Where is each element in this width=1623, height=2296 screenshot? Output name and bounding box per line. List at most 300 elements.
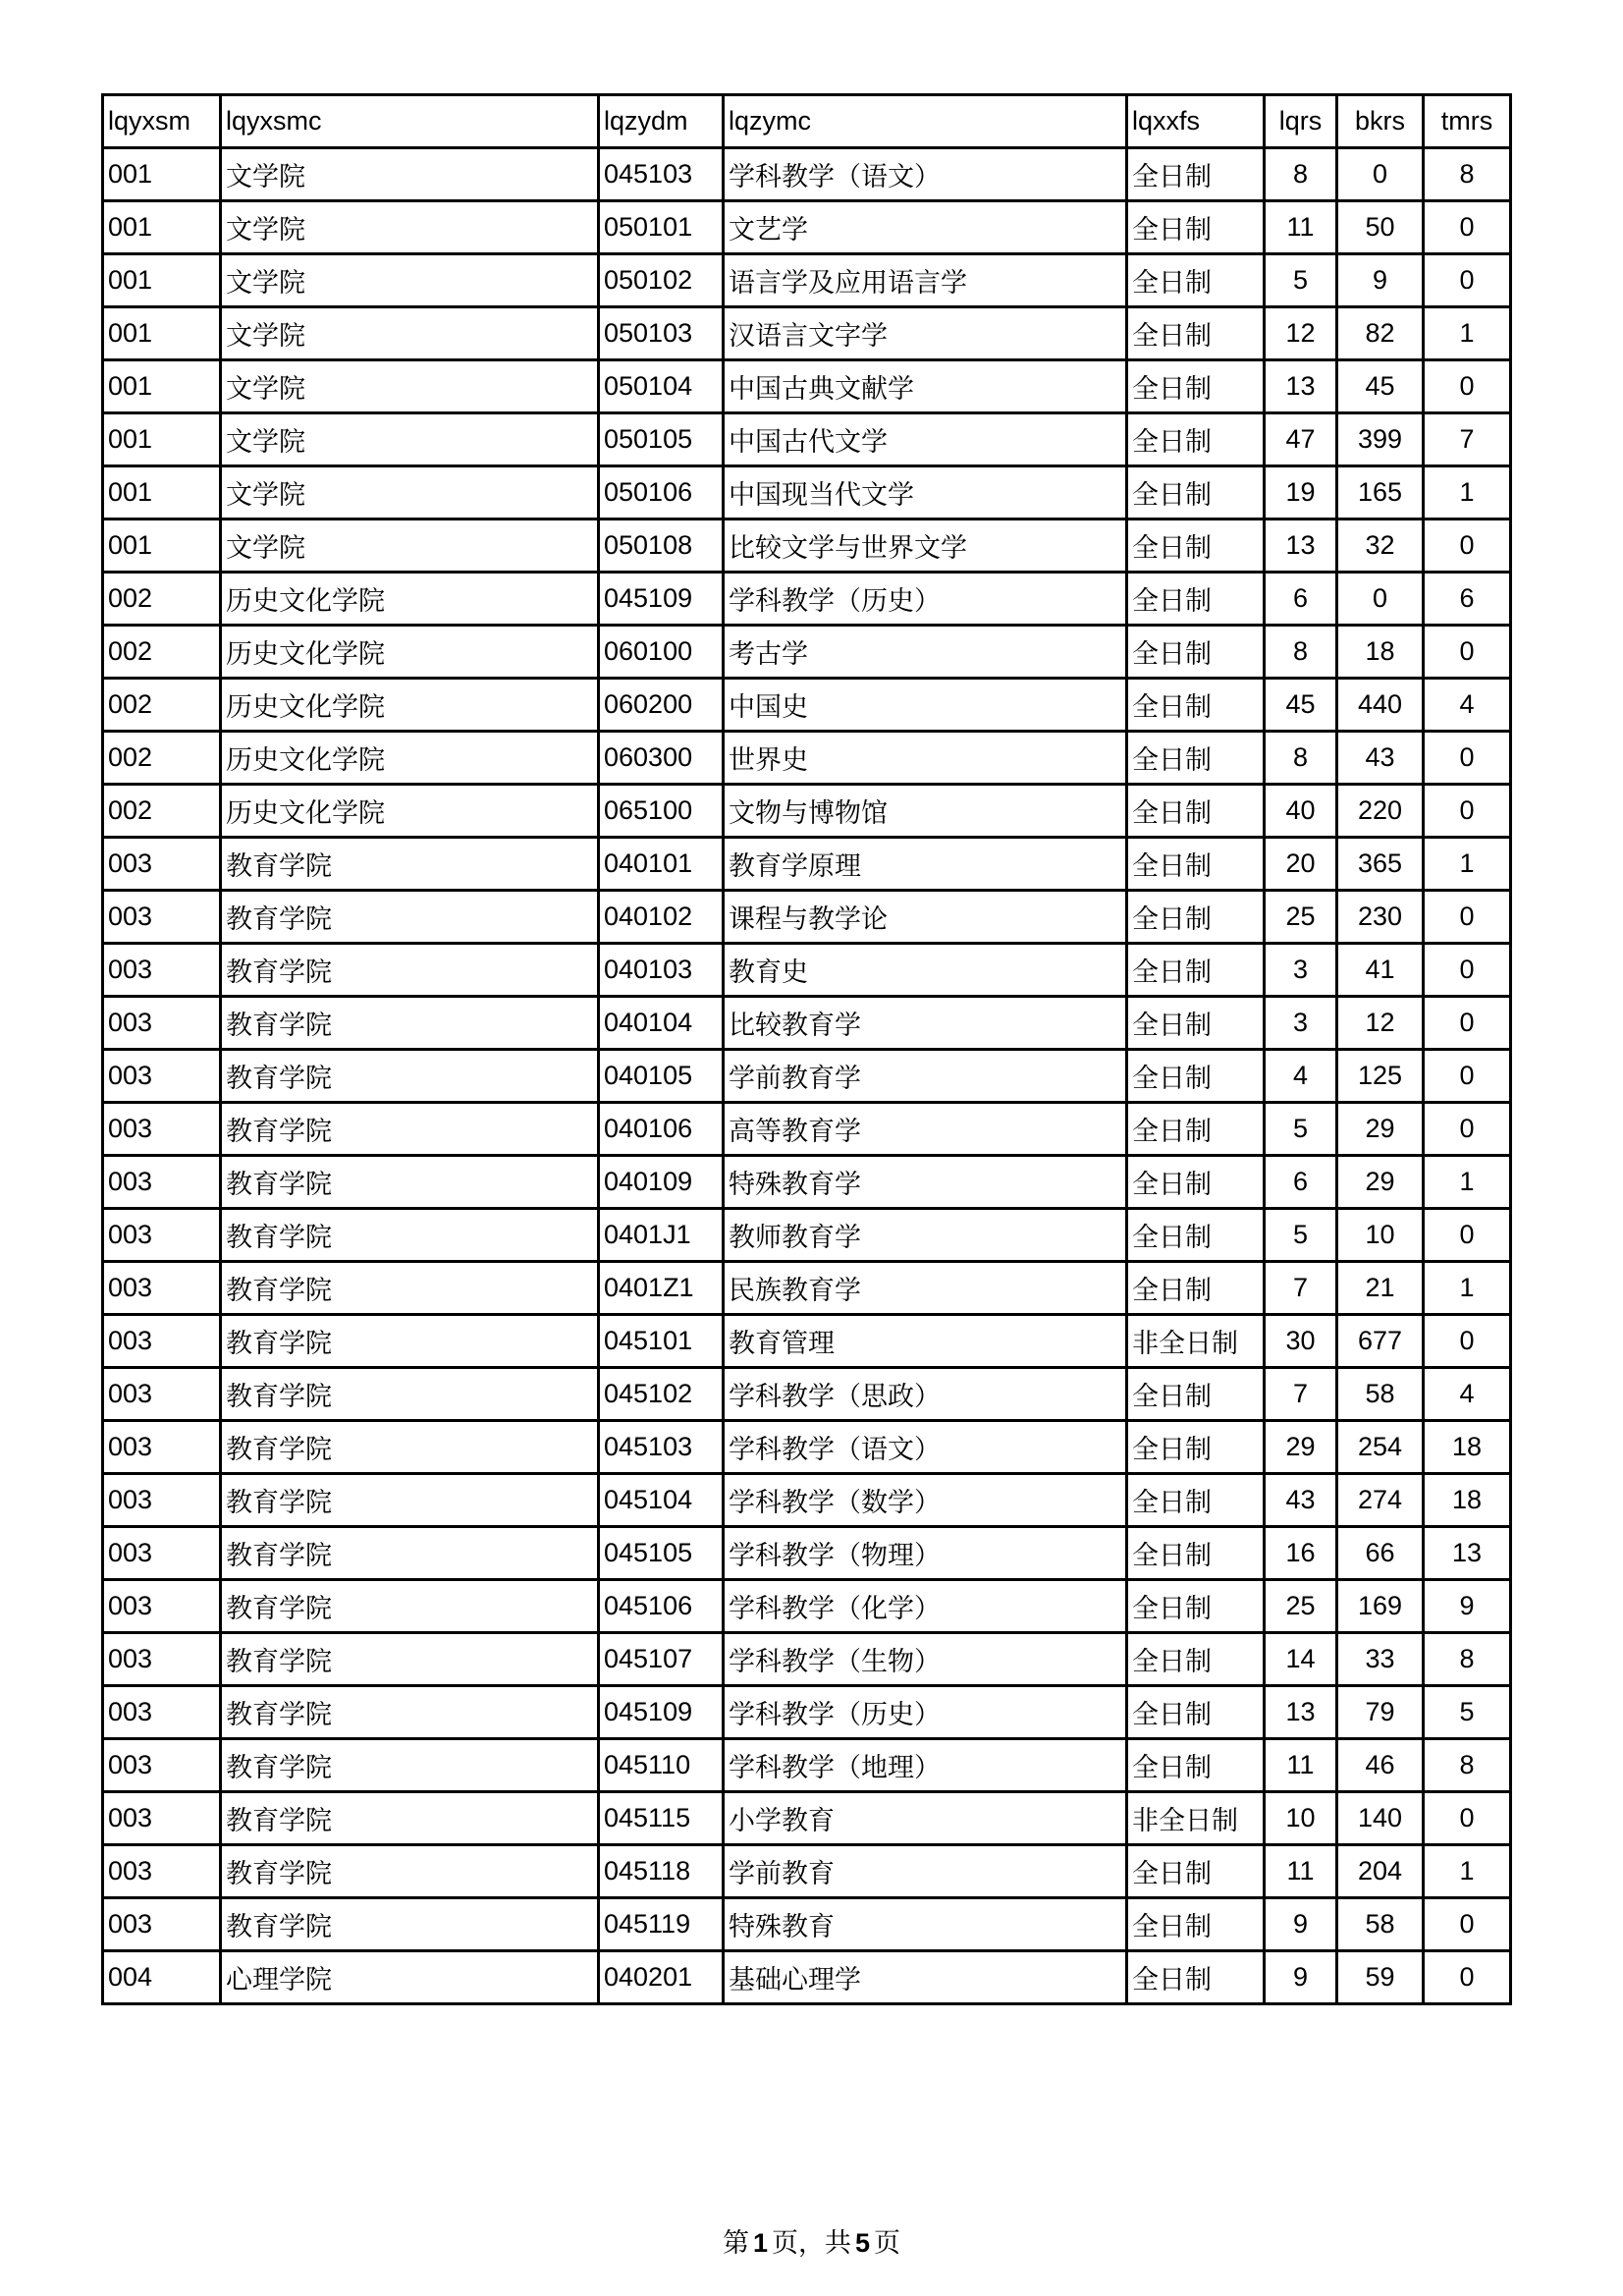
- cell-study-mode: 全日制: [1127, 148, 1265, 201]
- cell-study-mode: 全日制: [1127, 1262, 1265, 1315]
- footer-total-pages: 5: [855, 2228, 871, 2258]
- cell-major-name: 课程与教学论: [724, 891, 1127, 944]
- table-row: [103, 413, 1511, 466]
- cell-major-name: 特殊教育学: [724, 1156, 1127, 1209]
- cell-adjusted-count: 0: [1424, 944, 1511, 997]
- footer-prefix: 第: [722, 2228, 749, 2258]
- table-row: [103, 1262, 1511, 1315]
- cell-admitted-count: 19: [1265, 466, 1337, 519]
- cell-applicant-count: 41: [1337, 944, 1424, 997]
- cell-admitted-count: 6: [1265, 1156, 1337, 1209]
- cell-applicant-count: 45: [1337, 360, 1424, 413]
- cell-adjusted-count: 1: [1424, 1262, 1511, 1315]
- cell-applicant-count: 399: [1337, 413, 1424, 466]
- cell-study-mode: 全日制: [1127, 838, 1265, 891]
- cell-admitted-count: 9: [1265, 1951, 1337, 2004]
- cell-major-name: 学科教学（化学）: [724, 1580, 1127, 1633]
- table-row: [103, 1421, 1511, 1474]
- cell-admitted-count: 4: [1265, 1050, 1337, 1103]
- cell-college-name: 教育学院: [221, 997, 599, 1050]
- cell-major-code: 040103: [599, 944, 724, 997]
- cell-college-name: 历史文化学院: [221, 785, 599, 838]
- cell-study-mode: 全日制: [1127, 254, 1265, 307]
- cell-adjusted-count: 5: [1424, 1686, 1511, 1739]
- cell-study-mode: 全日制: [1127, 1474, 1265, 1527]
- cell-college-code: 003: [103, 944, 221, 997]
- cell-college-name: 教育学院: [221, 1103, 599, 1156]
- cell-admitted-count: 25: [1265, 1580, 1337, 1633]
- cell-major-name: 民族教育学: [724, 1262, 1127, 1315]
- cell-admitted-count: 3: [1265, 944, 1337, 997]
- cell-major-name: 教育史: [724, 944, 1127, 997]
- cell-major-code: 050105: [599, 413, 724, 466]
- cell-major-name: 世界史: [724, 732, 1127, 785]
- table-row: [103, 360, 1511, 413]
- cell-major-name: 中国现当代文学: [724, 466, 1127, 519]
- cell-college-name: 教育学院: [221, 1633, 599, 1686]
- cell-adjusted-count: 0: [1424, 1951, 1511, 2004]
- cell-applicant-count: 165: [1337, 466, 1424, 519]
- cell-adjusted-count: 18: [1424, 1474, 1511, 1527]
- cell-major-name: 高等教育学: [724, 1103, 1127, 1156]
- cell-study-mode: 全日制: [1127, 732, 1265, 785]
- cell-applicant-count: 677: [1337, 1315, 1424, 1368]
- table-header-row: [103, 95, 1511, 148]
- table-row: [103, 785, 1511, 838]
- cell-college-code: 002: [103, 785, 221, 838]
- cell-college-code: 003: [103, 1686, 221, 1739]
- cell-study-mode: 全日制: [1127, 201, 1265, 254]
- column-header-college-code: lqyxsm: [103, 95, 221, 148]
- cell-adjusted-count: 0: [1424, 360, 1511, 413]
- table-row: [103, 838, 1511, 891]
- cell-admitted-count: 5: [1265, 1209, 1337, 1262]
- cell-adjusted-count: 1: [1424, 838, 1511, 891]
- cell-college-name: 教育学院: [221, 1792, 599, 1845]
- cell-admitted-count: 29: [1265, 1421, 1337, 1474]
- cell-college-code: 003: [103, 1156, 221, 1209]
- cell-college-code: 001: [103, 360, 221, 413]
- table-row: [103, 1898, 1511, 1951]
- cell-major-code: 045109: [599, 1686, 724, 1739]
- cell-college-name: 教育学院: [221, 1580, 599, 1633]
- page-footer: [0, 2221, 1623, 2260]
- cell-major-code: 045104: [599, 1474, 724, 1527]
- cell-applicant-count: 274: [1337, 1474, 1424, 1527]
- cell-adjusted-count: 18: [1424, 1421, 1511, 1474]
- cell-adjusted-count: 0: [1424, 785, 1511, 838]
- cell-college-name: 教育学院: [221, 944, 599, 997]
- cell-major-name: 文物与博物馆: [724, 785, 1127, 838]
- table-row: [103, 1527, 1511, 1580]
- table-row: [103, 732, 1511, 785]
- cell-college-code: 001: [103, 519, 221, 573]
- cell-college-name: 教育学院: [221, 1156, 599, 1209]
- cell-college-name: 历史文化学院: [221, 573, 599, 626]
- cell-college-code: 003: [103, 1898, 221, 1951]
- cell-admitted-count: 11: [1265, 1845, 1337, 1898]
- cell-study-mode: 非全日制: [1127, 1792, 1265, 1845]
- column-header-study-mode: lqxxfs: [1127, 95, 1265, 148]
- cell-admitted-count: 16: [1265, 1527, 1337, 1580]
- table-row: [103, 1633, 1511, 1686]
- cell-major-code: 040109: [599, 1156, 724, 1209]
- cell-applicant-count: 29: [1337, 1103, 1424, 1156]
- cell-applicant-count: 220: [1337, 785, 1424, 838]
- cell-major-name: 比较文学与世界文学: [724, 519, 1127, 573]
- cell-admitted-count: 13: [1265, 360, 1337, 413]
- cell-college-code: 003: [103, 1633, 221, 1686]
- cell-college-name: 教育学院: [221, 1527, 599, 1580]
- cell-study-mode: 全日制: [1127, 1368, 1265, 1421]
- cell-applicant-count: 82: [1337, 307, 1424, 360]
- cell-applicant-count: 33: [1337, 1633, 1424, 1686]
- cell-major-code: 045107: [599, 1633, 724, 1686]
- cell-major-name: 学科教学（生物）: [724, 1633, 1127, 1686]
- column-header-major-name: lqzymc: [724, 95, 1127, 148]
- cell-major-code: 050103: [599, 307, 724, 360]
- cell-college-code: 003: [103, 838, 221, 891]
- cell-admitted-count: 3: [1265, 997, 1337, 1050]
- cell-admitted-count: 25: [1265, 891, 1337, 944]
- cell-major-code: 045103: [599, 1421, 724, 1474]
- cell-college-code: 003: [103, 1315, 221, 1368]
- cell-major-name: 语言学及应用语言学: [724, 254, 1127, 307]
- cell-admitted-count: 13: [1265, 1686, 1337, 1739]
- cell-major-code: 060100: [599, 626, 724, 679]
- cell-college-code: 003: [103, 1103, 221, 1156]
- cell-applicant-count: 0: [1337, 148, 1424, 201]
- cell-applicant-count: 29: [1337, 1156, 1424, 1209]
- cell-major-code: 050106: [599, 466, 724, 519]
- cell-college-name: 教育学院: [221, 838, 599, 891]
- table-row: [103, 1686, 1511, 1739]
- cell-major-code: 045118: [599, 1845, 724, 1898]
- cell-college-code: 003: [103, 1209, 221, 1262]
- table-row: [103, 1845, 1511, 1898]
- cell-study-mode: 非全日制: [1127, 1315, 1265, 1368]
- cell-college-name: 教育学院: [221, 1315, 599, 1368]
- cell-applicant-count: 12: [1337, 997, 1424, 1050]
- admissions-table: [101, 93, 1512, 2005]
- cell-applicant-count: 140: [1337, 1792, 1424, 1845]
- column-header-admitted-count: lqrs: [1265, 95, 1337, 148]
- cell-applicant-count: 43: [1337, 732, 1424, 785]
- cell-major-name: 教育管理: [724, 1315, 1127, 1368]
- cell-admitted-count: 7: [1265, 1368, 1337, 1421]
- cell-applicant-count: 365: [1337, 838, 1424, 891]
- cell-college-name: 历史文化学院: [221, 732, 599, 785]
- table-row: [103, 1368, 1511, 1421]
- cell-adjusted-count: 1: [1424, 1156, 1511, 1209]
- cell-applicant-count: 79: [1337, 1686, 1424, 1739]
- cell-adjusted-count: 13: [1424, 1527, 1511, 1580]
- cell-major-code: 045119: [599, 1898, 724, 1951]
- cell-adjusted-count: 0: [1424, 626, 1511, 679]
- cell-college-name: 历史文化学院: [221, 626, 599, 679]
- cell-adjusted-count: 8: [1424, 1739, 1511, 1792]
- cell-admitted-count: 30: [1265, 1315, 1337, 1368]
- cell-study-mode: 全日制: [1127, 1580, 1265, 1633]
- cell-college-name: 历史文化学院: [221, 679, 599, 732]
- cell-study-mode: 全日制: [1127, 1898, 1265, 1951]
- cell-major-code: 045102: [599, 1368, 724, 1421]
- cell-applicant-count: 169: [1337, 1580, 1424, 1633]
- cell-major-code: 060300: [599, 732, 724, 785]
- table-row: [103, 148, 1511, 201]
- cell-major-code: 045101: [599, 1315, 724, 1368]
- cell-applicant-count: 21: [1337, 1262, 1424, 1315]
- cell-college-code: 001: [103, 254, 221, 307]
- cell-admitted-count: 11: [1265, 201, 1337, 254]
- cell-college-name: 教育学院: [221, 1050, 599, 1103]
- cell-college-code: 004: [103, 1951, 221, 2004]
- cell-college-code: 003: [103, 1474, 221, 1527]
- cell-adjusted-count: 0: [1424, 201, 1511, 254]
- footer-suffix: 页: [874, 2228, 901, 2258]
- cell-admitted-count: 9: [1265, 1898, 1337, 1951]
- cell-study-mode: 全日制: [1127, 1050, 1265, 1103]
- cell-college-name: 教育学院: [221, 891, 599, 944]
- table-row: [103, 1951, 1511, 2004]
- footer-middle: 页，共: [772, 2228, 851, 2258]
- table-row: [103, 891, 1511, 944]
- cell-college-code: 002: [103, 679, 221, 732]
- cell-admitted-count: 6: [1265, 573, 1337, 626]
- cell-applicant-count: 125: [1337, 1050, 1424, 1103]
- cell-study-mode: 全日制: [1127, 1209, 1265, 1262]
- table-row: [103, 1156, 1511, 1209]
- cell-major-name: 汉语言文字学: [724, 307, 1127, 360]
- cell-major-name: 考古学: [724, 626, 1127, 679]
- cell-applicant-count: 230: [1337, 891, 1424, 944]
- cell-admitted-count: 8: [1265, 626, 1337, 679]
- cell-major-name: 教育学原理: [724, 838, 1127, 891]
- table-row: [103, 1103, 1511, 1156]
- cell-study-mode: 全日制: [1127, 1421, 1265, 1474]
- cell-study-mode: 全日制: [1127, 679, 1265, 732]
- cell-admitted-count: 5: [1265, 1103, 1337, 1156]
- cell-major-name: 学前教育: [724, 1845, 1127, 1898]
- cell-college-code: 002: [103, 732, 221, 785]
- cell-applicant-count: 46: [1337, 1739, 1424, 1792]
- cell-major-name: 学科教学（历史）: [724, 1686, 1127, 1739]
- cell-college-code: 003: [103, 1845, 221, 1898]
- cell-study-mode: 全日制: [1127, 944, 1265, 997]
- cell-adjusted-count: 0: [1424, 1209, 1511, 1262]
- table-row: [103, 466, 1511, 519]
- cell-college-name: 文学院: [221, 360, 599, 413]
- cell-admitted-count: 10: [1265, 1792, 1337, 1845]
- cell-study-mode: 全日制: [1127, 626, 1265, 679]
- cell-major-code: 045115: [599, 1792, 724, 1845]
- cell-major-code: 065100: [599, 785, 724, 838]
- cell-study-mode: 全日制: [1127, 413, 1265, 466]
- table-row: [103, 307, 1511, 360]
- cell-major-code: 045103: [599, 148, 724, 201]
- cell-major-code: 0401Z1: [599, 1262, 724, 1315]
- table-row: [103, 1580, 1511, 1633]
- cell-major-code: 040104: [599, 997, 724, 1050]
- cell-study-mode: 全日制: [1127, 785, 1265, 838]
- cell-college-name: 教育学院: [221, 1474, 599, 1527]
- cell-admitted-count: 11: [1265, 1739, 1337, 1792]
- cell-adjusted-count: 6: [1424, 573, 1511, 626]
- cell-study-mode: 全日制: [1127, 519, 1265, 573]
- cell-adjusted-count: 0: [1424, 732, 1511, 785]
- cell-major-name: 学前教育学: [724, 1050, 1127, 1103]
- cell-major-name: 中国古代文学: [724, 413, 1127, 466]
- cell-study-mode: 全日制: [1127, 997, 1265, 1050]
- cell-major-name: 学科教学（物理）: [724, 1527, 1127, 1580]
- cell-college-code: 003: [103, 1580, 221, 1633]
- cell-college-code: 002: [103, 626, 221, 679]
- column-header-applicant-count: bkrs: [1337, 95, 1424, 148]
- cell-college-name: 教育学院: [221, 1898, 599, 1951]
- cell-study-mode: 全日制: [1127, 1527, 1265, 1580]
- cell-major-code: 050104: [599, 360, 724, 413]
- cell-study-mode: 全日制: [1127, 307, 1265, 360]
- cell-major-name: 教师教育学: [724, 1209, 1127, 1262]
- table-row: [103, 944, 1511, 997]
- cell-applicant-count: 0: [1337, 573, 1424, 626]
- cell-major-code: 045110: [599, 1739, 724, 1792]
- cell-major-name: 学科教学（思政）: [724, 1368, 1127, 1421]
- cell-applicant-count: 9: [1337, 254, 1424, 307]
- column-header-college-name: lqyxsmc: [221, 95, 599, 148]
- cell-college-code: 003: [103, 1262, 221, 1315]
- cell-major-name: 学科教学（地理）: [724, 1739, 1127, 1792]
- cell-college-name: 教育学院: [221, 1845, 599, 1898]
- cell-admitted-count: 5: [1265, 254, 1337, 307]
- cell-admitted-count: 8: [1265, 732, 1337, 785]
- cell-study-mode: 全日制: [1127, 1951, 1265, 2004]
- cell-adjusted-count: 0: [1424, 1050, 1511, 1103]
- table-row: [103, 1315, 1511, 1368]
- cell-applicant-count: 18: [1337, 626, 1424, 679]
- table-body: [103, 148, 1511, 2004]
- cell-college-code: 001: [103, 466, 221, 519]
- cell-adjusted-count: 0: [1424, 1898, 1511, 1951]
- cell-adjusted-count: 0: [1424, 1792, 1511, 1845]
- table-row: [103, 519, 1511, 573]
- cell-study-mode: 全日制: [1127, 1845, 1265, 1898]
- table-row: [103, 1209, 1511, 1262]
- cell-college-name: 文学院: [221, 413, 599, 466]
- cell-study-mode: 全日制: [1127, 1103, 1265, 1156]
- cell-college-name: 教育学院: [221, 1368, 599, 1421]
- cell-college-code: 003: [103, 1368, 221, 1421]
- cell-college-name: 教育学院: [221, 1421, 599, 1474]
- cell-major-name: 特殊教育: [724, 1898, 1127, 1951]
- cell-major-code: 040105: [599, 1050, 724, 1103]
- cell-study-mode: 全日制: [1127, 1156, 1265, 1209]
- cell-applicant-count: 66: [1337, 1527, 1424, 1580]
- cell-major-name: 学科教学（历史）: [724, 573, 1127, 626]
- cell-college-code: 001: [103, 413, 221, 466]
- cell-study-mode: 全日制: [1127, 891, 1265, 944]
- cell-college-code: 003: [103, 1792, 221, 1845]
- cell-admitted-count: 12: [1265, 307, 1337, 360]
- cell-college-name: 文学院: [221, 307, 599, 360]
- cell-admitted-count: 47: [1265, 413, 1337, 466]
- cell-major-code: 045106: [599, 1580, 724, 1633]
- cell-major-name: 比较教育学: [724, 997, 1127, 1050]
- cell-major-code: 045105: [599, 1527, 724, 1580]
- cell-applicant-count: 32: [1337, 519, 1424, 573]
- cell-major-code: 050102: [599, 254, 724, 307]
- table-row: [103, 254, 1511, 307]
- cell-major-code: 050108: [599, 519, 724, 573]
- cell-college-name: 文学院: [221, 148, 599, 201]
- cell-major-code: 060200: [599, 679, 724, 732]
- cell-applicant-count: 10: [1337, 1209, 1424, 1262]
- cell-study-mode: 全日制: [1127, 466, 1265, 519]
- cell-major-code: 040102: [599, 891, 724, 944]
- cell-study-mode: 全日制: [1127, 1633, 1265, 1686]
- cell-major-name: 学科教学（语文）: [724, 1421, 1127, 1474]
- cell-major-name: 中国史: [724, 679, 1127, 732]
- cell-adjusted-count: 1: [1424, 466, 1511, 519]
- table-row: [103, 997, 1511, 1050]
- cell-adjusted-count: 0: [1424, 891, 1511, 944]
- table-row: [103, 201, 1511, 254]
- cell-major-name: 学科教学（语文）: [724, 148, 1127, 201]
- cell-adjusted-count: 0: [1424, 519, 1511, 573]
- cell-admitted-count: 45: [1265, 679, 1337, 732]
- cell-study-mode: 全日制: [1127, 573, 1265, 626]
- cell-major-name: 学科教学（数学）: [724, 1474, 1127, 1527]
- cell-applicant-count: 50: [1337, 201, 1424, 254]
- cell-study-mode: 全日制: [1127, 1739, 1265, 1792]
- cell-college-name: 文学院: [221, 466, 599, 519]
- cell-adjusted-count: 0: [1424, 1315, 1511, 1368]
- cell-college-name: 教育学院: [221, 1739, 599, 1792]
- cell-college-code: 003: [103, 1527, 221, 1580]
- cell-applicant-count: 59: [1337, 1951, 1424, 2004]
- cell-major-code: 040101: [599, 838, 724, 891]
- cell-major-name: 中国古典文献学: [724, 360, 1127, 413]
- cell-admitted-count: 14: [1265, 1633, 1337, 1686]
- cell-college-code: 003: [103, 997, 221, 1050]
- table-row: [103, 626, 1511, 679]
- cell-applicant-count: 204: [1337, 1845, 1424, 1898]
- cell-college-name: 文学院: [221, 254, 599, 307]
- cell-adjusted-count: 8: [1424, 1633, 1511, 1686]
- cell-college-name: 教育学院: [221, 1209, 599, 1262]
- cell-adjusted-count: 4: [1424, 1368, 1511, 1421]
- cell-major-code: 050101: [599, 201, 724, 254]
- cell-college-name: 心理学院: [221, 1951, 599, 2004]
- cell-college-code: 001: [103, 307, 221, 360]
- cell-applicant-count: 58: [1337, 1368, 1424, 1421]
- table-row: [103, 573, 1511, 626]
- cell-adjusted-count: 9: [1424, 1580, 1511, 1633]
- cell-college-code: 003: [103, 891, 221, 944]
- cell-adjusted-count: 4: [1424, 679, 1511, 732]
- cell-admitted-count: 43: [1265, 1474, 1337, 1527]
- cell-major-code: 040201: [599, 1951, 724, 2004]
- cell-applicant-count: 254: [1337, 1421, 1424, 1474]
- cell-study-mode: 全日制: [1127, 360, 1265, 413]
- cell-major-code: 045109: [599, 573, 724, 626]
- cell-admitted-count: 13: [1265, 519, 1337, 573]
- cell-admitted-count: 8: [1265, 148, 1337, 201]
- cell-major-name: 文艺学: [724, 201, 1127, 254]
- cell-college-name: 文学院: [221, 519, 599, 573]
- cell-college-code: 001: [103, 201, 221, 254]
- cell-applicant-count: 58: [1337, 1898, 1424, 1951]
